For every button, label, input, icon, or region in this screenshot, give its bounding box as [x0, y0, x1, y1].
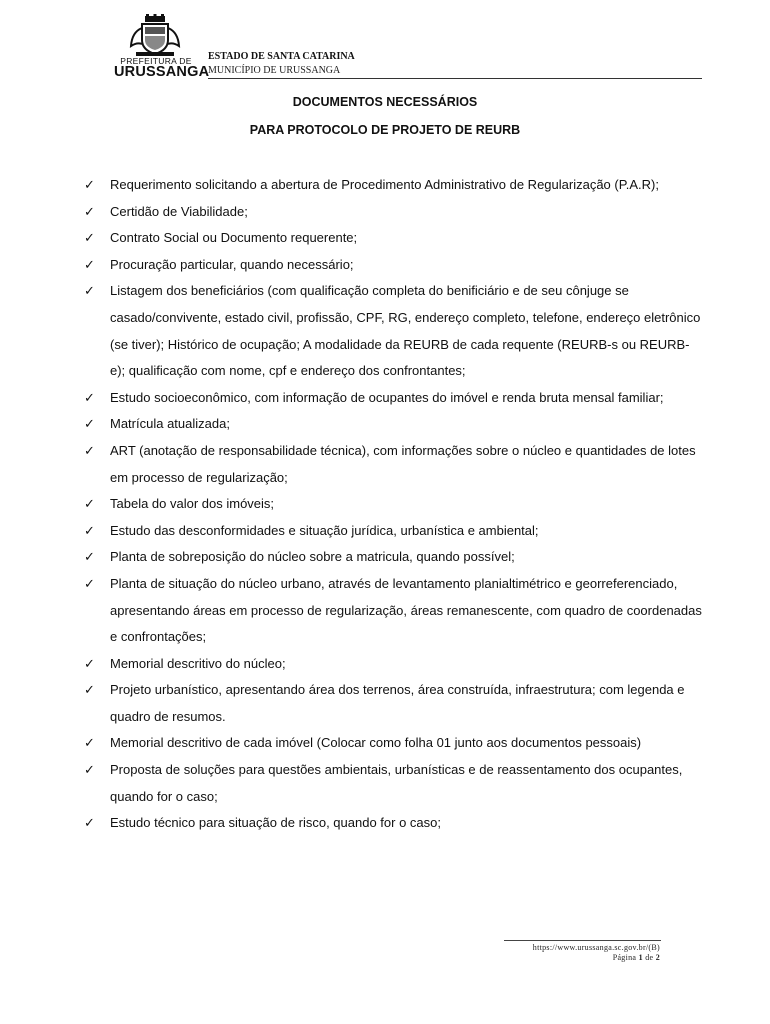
list-item [84, 571, 704, 651]
footer-url: https://www.urussanga.sc.gov.br/(B) [532, 943, 660, 952]
list-item [84, 730, 704, 757]
list-item-text: Requerimento solicitando a abertura de Procedimento Administrativo de Regularização (P.A.R); [110, 177, 659, 192]
list-item-text: ART (anotação de responsabilidade técnica), com informações sobre o núcleo e quantidades de lotes em processo de regularização; [110, 442, 696, 485]
check-mark-icon: ✓ [84, 389, 95, 405]
list-item-text: Projeto urbanístico, apresentando área dos terrenos, área construída, infraestrutura; com legenda e quadro de resumos. [110, 682, 685, 724]
list-item [84, 278, 704, 384]
list-item [84, 651, 704, 678]
page-prefix: Página [612, 953, 637, 962]
municipality-name: MUNICÍPIO DE URUSSANGA [208, 65, 341, 76]
document-title-line1: DOCUMENTOS NECESSÁRIOS [292, 95, 478, 109]
check-mark-icon: ✓ [84, 442, 95, 458]
header-divider [208, 78, 702, 79]
list-item-text: Listagem dos beneficiários (com qualificação completa do benificiário e de seu cônjuge se casado/convivente, estado civil, profissão, CPF, RG, endereço completo, telefone, endereço eletrônico (se tiver); Histórico de ocupação; A modalidade da REURB de cada requente (REURB-s ou REURB-e); qualificação com nome, cpf e endereço dos confrontantes; [110, 283, 701, 379]
list-item-text: Proposta de soluções para questões ambientais, urbanísticas e de reassentamento dos ocupantes, quando for o caso; [110, 762, 683, 804]
list-item [84, 252, 704, 279]
check-mark-icon: ✓ [84, 549, 95, 565]
list-item [84, 491, 704, 518]
page-of: de [645, 953, 654, 962]
list-item [84, 518, 704, 545]
list-item-text: Memorial descritivo de cada imóvel (Colocar como folha 01 junto aos documentos pessoais) [110, 735, 642, 751]
list-item-text: Memorial descritivo do núcleo; [110, 655, 286, 671]
check-mark-icon: ✓ [84, 496, 95, 512]
list-item-text: Procuração particular, quando necessário; [110, 256, 354, 272]
list-item [84, 225, 704, 252]
check-mark-icon: ✓ [84, 575, 95, 591]
list-item [84, 199, 704, 226]
check-mark-icon: ✓ [84, 655, 95, 671]
check-mark-icon: ✓ [84, 230, 95, 246]
check-mark-icon: ✓ [84, 522, 95, 538]
check-mark-icon: ✓ [84, 735, 95, 751]
list-item-text: Contrato Social ou Documento requerente; [110, 230, 358, 246]
list-item [84, 810, 704, 837]
page-current: 1 [638, 953, 643, 962]
list-item [84, 411, 704, 438]
check-mark-icon: ✓ [84, 256, 95, 272]
document-header [114, 14, 702, 80]
list-item-text: Estudo técnico para situação de risco, quando for o caso; [110, 815, 441, 831]
list-item [84, 677, 704, 730]
list-item-text: Estudo das desconformidades e situação jurídica, urbanística e ambiental; [110, 522, 539, 538]
check-mark-icon: ✓ [84, 203, 95, 219]
list-item-text: Planta de sobreposição do núcleo sobre a matricula, quando possível; [110, 549, 515, 565]
list-item-text: Planta de situação do núcleo urbano, através de levantamento planialtimétrico e georreferenciado, apresentando áreas em processo de regularização, áreas remanescente, com quadro de coordenadas e confrontações; [110, 575, 702, 645]
list-item-text: Estudo socioeconômico, com informação de ocupantes do imóvel e renda bruta mensal familiar; [110, 389, 664, 405]
check-mark-icon: ✓ [84, 682, 95, 698]
check-mark-icon: ✓ [84, 283, 95, 299]
list-item-text: Matrícula atualizada; [110, 416, 230, 432]
list-item-text: Tabela do valor dos imóveis; [110, 496, 275, 512]
page-number [613, 953, 660, 962]
list-item [84, 438, 704, 491]
municipality-logo [114, 14, 210, 80]
list-item [84, 172, 704, 199]
list-item [84, 757, 704, 810]
required-documents-list [84, 172, 704, 837]
check-mark-icon: ✓ [84, 177, 95, 192]
list-item [84, 544, 704, 571]
list-item [84, 385, 704, 412]
check-mark-icon: ✓ [84, 815, 95, 831]
document-title-line2: PARA PROTOCOLO DE PROJETO DE REURB [249, 123, 521, 137]
page-total: 2 [655, 953, 660, 962]
check-mark-icon: ✓ [84, 416, 95, 432]
footer-divider [504, 940, 661, 941]
state-name: ESTADO DE SANTA CATARINA [208, 51, 355, 62]
logo-line-urussanga: URUSSANGA [114, 64, 210, 80]
coat-of-arms-icon [128, 14, 182, 58]
check-mark-icon: ✓ [84, 762, 95, 778]
logo-line-prefeitura: PREFEITURA DE [120, 56, 192, 66]
list-item-text: Certidão de Viabilidade; [110, 203, 248, 219]
